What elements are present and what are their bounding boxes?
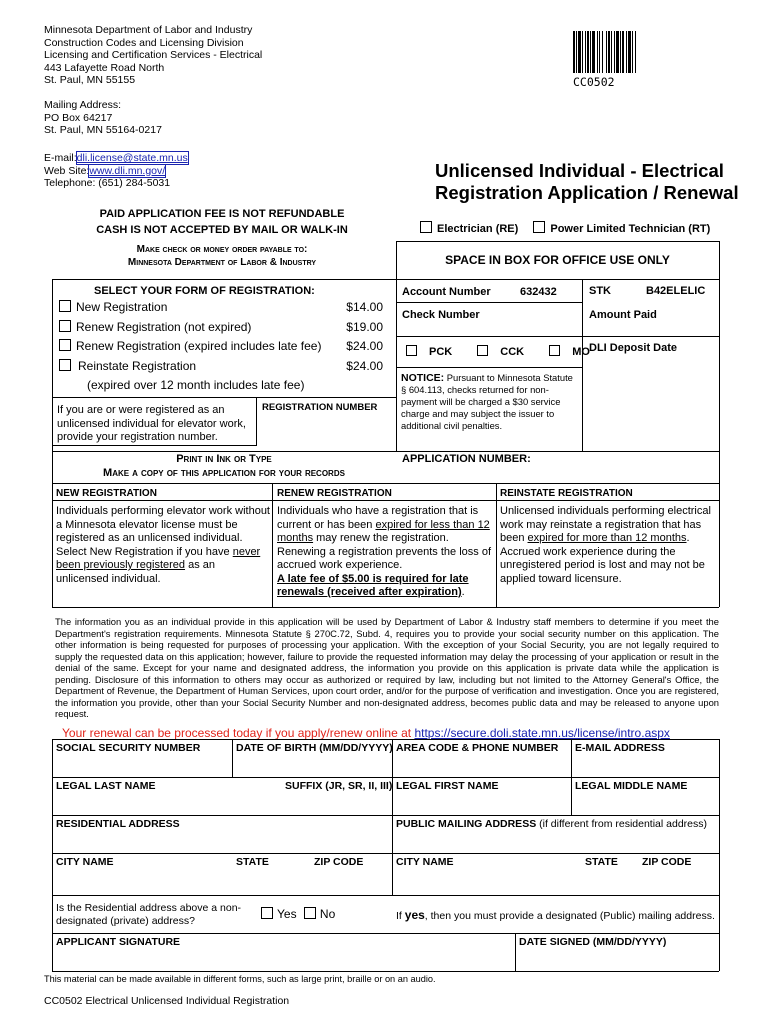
registration-options <box>59 298 385 396</box>
form-name: CC0502 Electrical Unlicensed Individual Registration <box>44 995 290 1007</box>
registration-option-new[interactable]: New Registration $14.00 <box>59 298 385 318</box>
form-code: CC0502 <box>573 75 615 89</box>
new-registration-text: Individuals performing elevator work without a Minnesota elevator license must be registered as an unlicensed individual. Select New Registration if you have never been previously registered as an unlicensed individual. <box>56 505 270 585</box>
email-link[interactable]: dli.license@state.mn.us <box>76 152 188 164</box>
elevator-registration-label: REGISTRATION NUMBER <box>262 402 378 413</box>
checkbox[interactable] <box>59 320 71 332</box>
online-renewal-link[interactable]: https://secure.doli.state.mn.us/license/intro.aspx <box>414 726 670 740</box>
ssn-label: SOCIAL SECURITY NUMBER <box>56 742 201 754</box>
mailing-zip-label: ZIP CODE <box>642 856 692 868</box>
print-notice: Print in Ink or Type Make a copy of this application for your records <box>103 453 345 479</box>
dob-label: DATE OF BIRTH (MM/DD/YYYY) <box>236 742 393 754</box>
last-name-input[interactable] <box>54 794 390 814</box>
privacy-notice: The information you as an individual provide in this application will be used by Department of Labor & Industry staff members to determine if you meet the Department's registration requirements. Minnesota Statute § 270C.72, Subd. 4, requires you to provide your social security number on this application. The other information is being requested for purposes of processing your application. With the exception of your Social Security, you are not legally required to supply the requested data on this application; however, failure to provide the requested information may delay the processing of your application or result in the denial of the same. Except for your name and designated address, the information you provide on this application is private data while the application is pending. Disclosure of this information to others may occur as authorized or required by law, including but not limited to the Attorney General's Office, the Department of Revenue, the Department of Human Services, upon court order, and/or for the purpose of verification and investigation. Once you are registered, the information you provide, other than your Social Security Number and non-designated address, becomes public data and may be released to anyone upon request. <box>55 616 719 719</box>
state-label: STATE <box>236 856 269 868</box>
renew-registration-heading: RENEW REGISTRATION <box>277 488 392 499</box>
checkbox[interactable] <box>59 300 71 312</box>
yes-option[interactable]: Yes <box>261 907 297 921</box>
ssn-input[interactable] <box>54 756 230 776</box>
reinstate-registration-heading: REINSTATE REGISTRATION <box>500 488 633 499</box>
fee-notice: PAID APPLICATION FEE IS NOT REFUNDABLE CASH IS NOT ACCEPTED BY MAIL OR WALK-IN <box>96 208 348 236</box>
no-checkbox[interactable] <box>304 907 316 919</box>
online-renewal: Your renewal can be processed today if you apply/renew online at https://secure.doli.state.mn.us/license/intro.aspx <box>62 726 670 740</box>
accessibility-note: This material can be made available in different forms, such as large print, braille or on an audio. <box>44 974 436 984</box>
mailing-line: St. Paul, MN 55164-0217 <box>44 124 162 136</box>
registration-heading: SELECT YOUR FORM OF REGISTRATION: <box>94 285 315 297</box>
check-number-label: Check Number <box>402 309 480 321</box>
middle-name-input[interactable] <box>573 794 717 814</box>
mailing-address-label: PUBLIC MAILING ADDRESS (if different from residential address) <box>396 818 707 830</box>
yes-checkbox[interactable] <box>261 907 273 919</box>
account-number-value: 632432 <box>520 286 557 298</box>
account-number-label: Account Number <box>402 286 491 298</box>
barcode <box>573 31 665 73</box>
agency-address <box>44 24 262 87</box>
reinstate-note: (expired over 12 month includes late fee) <box>87 378 305 392</box>
first-name-label: LEGAL FIRST NAME <box>396 780 499 792</box>
elevator-text: If you are or were registered as an unlicensed individual for elevator work, provide your registration number. <box>57 404 246 443</box>
mo-checkbox[interactable] <box>549 345 560 356</box>
signature-input[interactable] <box>54 950 513 970</box>
electrician-checkbox[interactable] <box>420 221 432 233</box>
email-input[interactable] <box>573 756 717 776</box>
middle-name-label: LEGAL MIDDLE NAME <box>575 780 688 792</box>
website-link[interactable]: www.dli.mn.gov/ <box>89 164 166 177</box>
mailing-state-label: STATE <box>585 856 618 868</box>
elevator-registration-input[interactable] <box>258 416 394 444</box>
phone-input[interactable] <box>394 756 569 776</box>
registration-option-renew-expired[interactable]: Renew Registration (expired includes late fee) $24.00 <box>59 337 385 357</box>
city-state-zip-input[interactable] <box>54 870 390 894</box>
private-address-question: Is the Residential address above a non-designated (private) address? <box>56 902 242 927</box>
date-signed-input[interactable] <box>517 950 717 970</box>
checkbox[interactable] <box>59 339 71 351</box>
date-signed-label: DATE SIGNED (MM/DD/YYYY) <box>519 936 667 948</box>
payment-type-row: PCK CCK MO <box>406 345 590 360</box>
agency-line: Minnesota Department of Labor and Industry <box>44 24 253 36</box>
web-label: Web Site: <box>44 164 90 177</box>
amount-paid-label: Amount Paid <box>589 309 657 321</box>
agency-line: 443 Lafayette Road North <box>44 61 165 74</box>
zip-label: ZIP CODE <box>314 856 364 868</box>
stk-label: STK <box>589 285 611 297</box>
email-label: E-mail: <box>44 152 77 164</box>
pck-checkbox[interactable] <box>406 345 417 356</box>
stk-value: B42ELELIC <box>646 285 706 297</box>
agency-line: Licensing and Certification Services - Electrical <box>44 49 263 61</box>
dob-input[interactable] <box>234 756 390 776</box>
mailing-line: Mailing Address: <box>44 99 122 111</box>
registration-option-reinstate[interactable]: Reinstate Registration $24.00 <box>59 357 385 377</box>
agency-line: St. Paul, MN 55155 <box>44 74 136 86</box>
power-limited-checkbox[interactable] <box>533 221 545 233</box>
application-number-label: APPLICATION NUMBER: <box>402 453 531 465</box>
page-title: Unlicensed Individual - Electrical Registration Application / Renewal <box>435 160 739 203</box>
new-registration-heading: NEW REGISTRATION <box>56 488 157 499</box>
renew-registration-text: Individuals who have a registration that is current or has been expired for less than 12 months may renew the registration. Renewing a registration prevents the loss of accrued work experience. A late fee of $5.00 is required for late renewals (received after expiration). <box>277 505 492 598</box>
first-name-input[interactable] <box>394 794 569 814</box>
electrician-option[interactable]: Electrician (RE) <box>420 223 518 235</box>
office-use-header: SPACE IN BOX FOR OFFICE USE ONLY <box>445 253 670 267</box>
last-name-label: LEGAL LAST NAME <box>56 780 156 792</box>
telephone: Telephone: (651) 284-5031 <box>44 177 171 189</box>
registration-option-renew[interactable]: Renew Registration (not expired) $19.00 <box>59 318 385 338</box>
power-limited-option[interactable]: Power Limited Technician (RT) <box>533 223 710 235</box>
residential-address-input[interactable] <box>54 832 390 852</box>
cck-checkbox[interactable] <box>477 345 488 356</box>
contact-info <box>44 152 188 190</box>
phone-label: AREA CODE & PHONE NUMBER <box>396 742 559 754</box>
signature-label: APPLICANT SIGNATURE <box>56 936 181 948</box>
mailing-address-input[interactable] <box>394 832 717 852</box>
if-yes-note: If yes, then you must provide a designated (Public) mailing address. <box>396 908 715 922</box>
checkbox[interactable] <box>59 359 71 371</box>
deposit-date-label: DLI Deposit Date <box>589 342 678 354</box>
residential-address-label: RESIDENTIAL ADDRESS <box>56 818 180 830</box>
mailing-address <box>44 99 162 137</box>
email-label: E-MAIL ADDRESS <box>575 742 665 754</box>
no-option[interactable]: No <box>304 907 335 921</box>
payable-notice: Make check or money order payable to: Minnesota Department of Labor & Industry <box>127 244 317 268</box>
notice-text: NOTICE: Pursuant to Minnesota Statute § 604.113, checks returned for non-payment will be charged a $30 service charge and may subject the issuer to additional civil penalties. <box>401 372 573 431</box>
city-label: CITY NAME <box>56 856 114 868</box>
suffix-label: SUFFIX (JR, SR, II, III) <box>285 780 393 792</box>
mailing-line: PO Box 64217 <box>44 111 113 124</box>
private-address-options <box>261 907 335 922</box>
mailing-city-state-zip-input[interactable] <box>394 870 717 894</box>
agency-line: Construction Codes and Licensing Division <box>44 36 244 49</box>
reinstate-registration-text: Unlicensed individuals performing electrical work may reinstate a registration that has been expired for more than 12 months. Accrued work experience during the unregistered period is lost and may not be applied toward licensure. <box>500 505 711 585</box>
license-type-row <box>420 221 710 237</box>
mailing-city-label: CITY NAME <box>396 856 454 868</box>
